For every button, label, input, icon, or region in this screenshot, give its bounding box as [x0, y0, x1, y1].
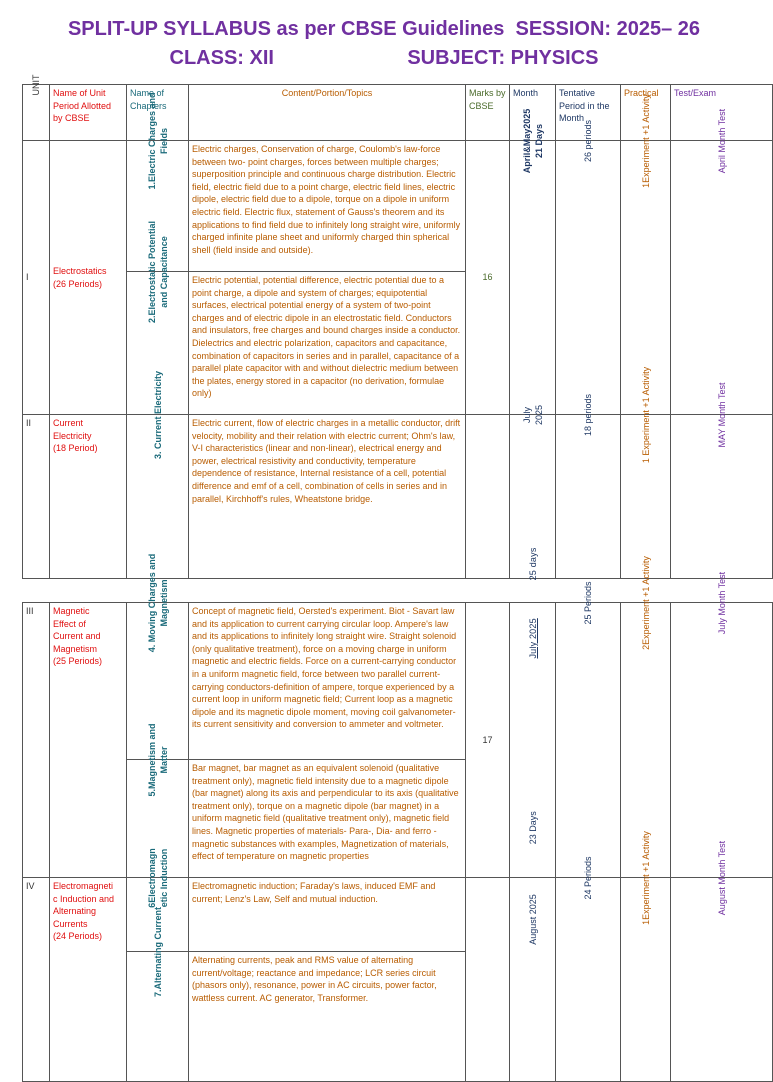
period-value: 25 Periods [583, 581, 593, 625]
header-marks: Marks by CBSE [466, 85, 510, 141]
header-unit: UNIT [31, 74, 41, 96]
page-title: SPLIT-UP SYLLABUS as per CBSE Guidelines SESSION: 2025– 26 [67, 18, 701, 40]
chapter-content: Concept of magnetic field, Oersted's experiment. Biot - Savart law and its application to current carrying circular loop. Ampere's law and its applications to infinitely long straight wire. Straight solenoid (only qualitative treatment), force on a moving charge in uniform magnetic and electric fields. Force on a current-carrying conductor in a uniform magnetic field, force between two parallel current-carrying conductors-definition of ampere, torque experienced by a current loop in uniform magnetic field; Current loop as a magnetic dipole and its magnetic dipole moment, moving coil galvanometer-its current sensitivity and conversion to ammeter and voltmeter. [189, 603, 466, 760]
page-subtitle: CLASS: XII SUBJECT: PHYSICS [169, 47, 599, 69]
syllabus-table-2 [22, 547, 773, 1082]
syllabus-table-1 [22, 74, 773, 579]
month-value: July 2025 25 days [527, 547, 538, 659]
header-period: Tentative Period in the Month [556, 85, 621, 141]
chapter-content: Electric charges, Conservation of charge, Coulomb's law-force between two- point charges, forces between multiple charges; superposition principle and continuous charge distribution. Electric field, electric field due to a point charge, electric field lines, electric dipole, electric field due to a dipole, torque on a dipole in uniform electric field. Electric flux, statement of Gauss's theorem and its applications to find field due to infinitely long straight wire, uniformly charged infinite plane sheet and uniformly charged thin spherical shell (field inside and outside). [189, 141, 466, 272]
table-header-row [23, 85, 773, 141]
unit-name: Electromagneti c Induction and Alternating Currents (24 Periods) [50, 878, 127, 1082]
chapter-content: Electric current, flow of electric charges in a metallic conductor, drift velocity, mobility and their relation with electric current; Ohm's law, V-I characteristics (linear and non-linear), electrical energy and power, electrical resistivity and conductivity, temperature dependence of resistance, Internal resistance of a cell, potential difference and emf of a cell, combination of cells in series and in parallel, Kirchhoff's rules, Wheatstone bridge. [189, 415, 466, 579]
month-value: April&May2025 21 Days [521, 108, 544, 174]
chapter-name: 7.Alternating Current [152, 906, 163, 998]
unit-number: II [23, 415, 50, 579]
header-month: Month [510, 85, 556, 141]
test-value: July Month Test [716, 571, 727, 635]
marks-value: 16 [466, 141, 510, 415]
table-row [23, 415, 773, 579]
practical-value: 2Experiment +1 Activity [640, 556, 651, 650]
marks-value [466, 415, 510, 579]
unit-number: I [23, 141, 50, 415]
table-row [23, 141, 773, 272]
period-value: 26 periods [583, 119, 593, 163]
practical-value: 1Experiment +1 Activity [640, 831, 651, 925]
test-value: MAY Month Test [716, 382, 727, 448]
unit-number: III [23, 603, 50, 878]
period-value: 18 periods [583, 393, 593, 437]
chapter-name: 3. Current Electricity [152, 370, 163, 460]
unit-name: Magnetic Effect of Current and Magnetism (25 Periods) [50, 603, 127, 878]
unit-name: Electrostatics (26 Periods) [50, 141, 127, 415]
chapter-name: 2.Electrostatic Potential and Capacitance [146, 220, 169, 324]
chapter-content: Electromagnetic induction; Faraday's laws, induced EMF and current; Lenz's Law, Self and mutual induction. [189, 878, 466, 952]
chapter-content: Alternating currents, peak and RMS value of alternating current/voltage; reactance and impedance; LCR series circuit (phasors only), resonance, power in AC circuits, power factor, wattless current. AC generator, Transformer. [189, 952, 466, 1082]
header-content: Content/Portion/Topics [189, 85, 466, 141]
test-value: August Month Test [716, 840, 727, 916]
header-chapters: Name of Chapters [127, 85, 189, 141]
table-row [23, 603, 773, 760]
period-value: 24 Periods [583, 856, 593, 900]
marks-value [466, 878, 510, 1082]
header-practical: Practical [621, 85, 671, 141]
month-value: July 2025 [521, 404, 544, 426]
practical-value: 1Experiment +1 Activity [640, 94, 651, 188]
header-unit-name: Name of Unit Period Allotted by CBSE [50, 85, 127, 141]
chapter-name: 6Electromagn etic Induction [146, 848, 169, 908]
chapter-name: 1.Electric Charges and Fields [146, 92, 169, 190]
test-value: April Month Test [716, 108, 727, 174]
chapter-name: 4. Moving Charges and Magnetism [146, 553, 169, 653]
header-test: Test/Exam [671, 85, 773, 141]
unit-number: IV [23, 878, 50, 1082]
practical-value: 1 Experiment +1 Activity [640, 366, 651, 464]
marks-value: 17 [466, 603, 510, 878]
chapter-content: Electric potential, potential difference, electric potential due to a point charge, a dipole and system of charges; equipotential surfaces, electrical potential energy of a system of two-point charges and of electric dipole in an electrostatic field. Conductors and insulators, free charges and bound charges inside a conductor. Dielectrics and electric polarization, capacitors and capacitance, combination of capacitors in series and in parallel, capacitance of a parallel plate capacitor with and without dielectric medium between the plates, energy stored in a capacitor (no derivation, formulae only) [189, 272, 466, 415]
chapter-name: 5.Magnetism and Matter [146, 723, 169, 797]
month-value: August 2025 23 Days [527, 811, 538, 945]
table-row [23, 878, 773, 952]
unit-name: Current Electricity (18 Period) [50, 415, 127, 579]
chapter-content: Bar magnet, bar magnet as an equivalent solenoid (qualitative treatment only), magnetic field intensity due to a magnetic dipole (bar magnet) along its axis and perpendicular to its axis (qualitative treatment only), torque on a magnetic dipole (bar magnet) in a uniform magnetic field (qualitative treatment only), magnetic field lines. Magnetic properties of materials- Para-, Dia- and ferro - magnetic substances with examples, Magnetization of materials, effect of temperature on magnetic properties [189, 760, 466, 878]
